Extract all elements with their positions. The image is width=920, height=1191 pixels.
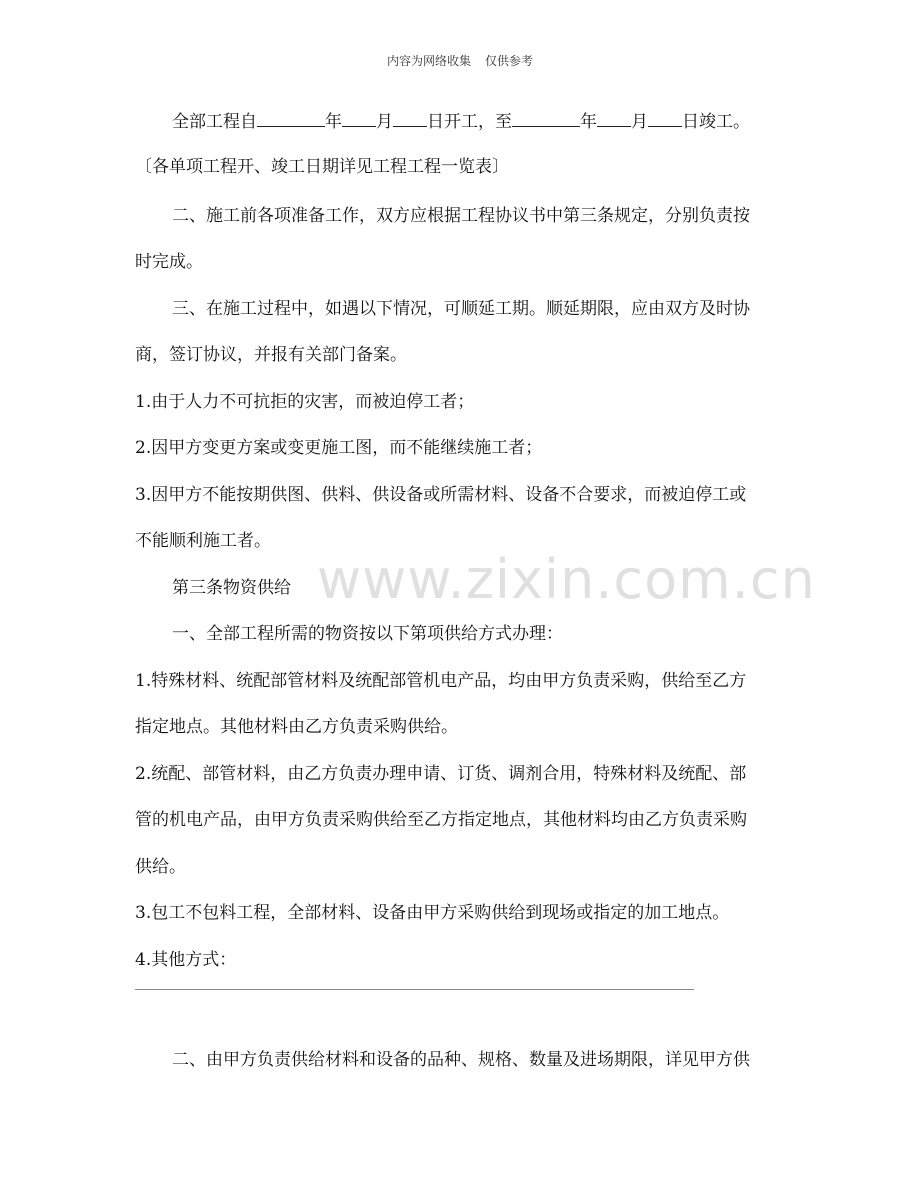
paragraph-line: 〔各单项工程开、竣工日期详见工程工程一览表〕	[135, 157, 509, 177]
blank-fill-line	[135, 989, 694, 990]
paragraph-line: 一、全部工程所需的物资按以下第项供给方式办理：	[172, 624, 563, 644]
paragraph-line: 不能顺利施工者。	[135, 531, 271, 551]
list-item: 1.由于人力不可抗拒的灾害，而被迫停工者；	[135, 392, 475, 412]
paragraph-line: 时完成。	[135, 252, 203, 272]
blank-field	[257, 111, 325, 127]
blank-field	[342, 111, 376, 127]
paragraph-line: 供给。	[135, 857, 186, 877]
list-item: 2.因甲方变更方案或变更施工图，而不能继续施工者；	[135, 438, 543, 458]
list-item: 1.特殊材料、统配部管材料及统配部管机电产品，均由甲方负责采购，供给至乙方	[135, 671, 747, 691]
construction-period-line	[172, 111, 750, 132]
header-reference-note: 仅供参考	[485, 54, 534, 68]
text-segment: 日开工，至	[427, 112, 512, 132]
text-segment: 月	[376, 112, 393, 132]
header-source-note: 内容为网络收集	[386, 54, 471, 68]
paragraph-line: 三、在施工过程中，如遇以下情况，可顺延工期。顺延期限，应由双方及时协	[172, 299, 750, 319]
blank-field	[393, 111, 427, 127]
paragraph-line: 二、由甲方负责供给材料和设备的品种、规格、数量及进场期限，详见甲方供	[172, 1050, 750, 1070]
site-watermark: www.zixin.com.cn	[317, 548, 816, 611]
list-item: 3.因甲方不能按期供图、供料、供设备或所需材料、设备不合要求，而被迫停工或	[135, 485, 747, 505]
blank-field	[648, 111, 682, 127]
blank-field	[512, 111, 580, 127]
section-heading: 第三条物资供给	[172, 578, 291, 598]
text-segment: 日竣工。	[682, 112, 750, 132]
list-item: 4.其他方式：	[135, 950, 237, 970]
text-segment: 月	[631, 112, 648, 132]
blank-field	[597, 111, 631, 127]
paragraph-line: 二、施工前各项准备工作，双方应根据工程协议书中第三条规定，分别负责按	[172, 206, 750, 226]
text-segment: 全部工程自	[172, 112, 257, 132]
list-item: 2.统配、部管材料，由乙方负责办理申请、订货、调剂合用，特殊材料及统配、部	[135, 764, 747, 784]
text-segment: 年	[325, 112, 342, 132]
text-segment: 年	[580, 112, 597, 132]
paragraph-line: 指定地点。其他材料由乙方负责采购供给。	[135, 717, 458, 737]
page-header	[0, 52, 920, 69]
paragraph-line: 管的机电产品，由甲方负责采购供给至乙方指定地点，其他材料均由乙方负责采购	[135, 810, 747, 830]
list-item: 3.包工不包料工程，全部材料、设备由甲方采购供给到现场或指定的加工地点。	[135, 903, 730, 923]
paragraph-line: 商，签订协议，并报有关部门备案。	[135, 345, 407, 365]
